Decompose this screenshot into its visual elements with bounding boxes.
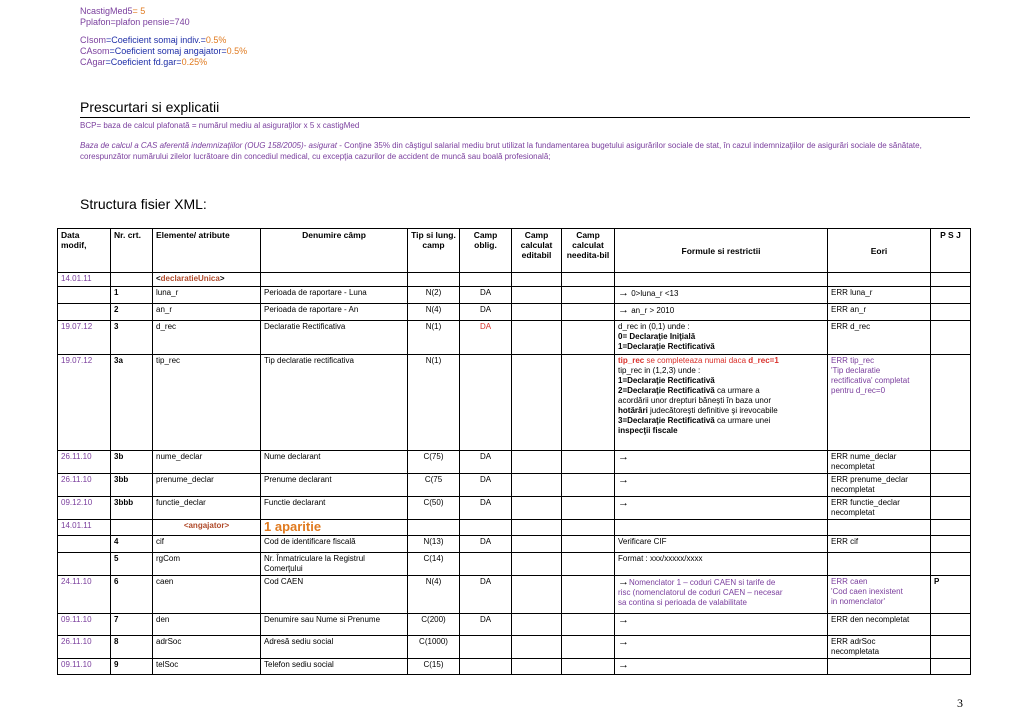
arrow-icon: →: [618, 636, 629, 648]
cell-elem: nume_declar: [153, 451, 261, 474]
cell-aparitie: 1 aparitie: [261, 520, 408, 536]
casom-key: CAsom: [80, 46, 110, 56]
casom-val: 0.5%: [226, 46, 248, 56]
cell-tip: C(75: [408, 474, 460, 497]
arrow-icon: →: [618, 451, 629, 463]
cell-elem: luna_r: [153, 287, 261, 304]
cell-oblig: DA: [460, 614, 512, 636]
cagar-text: =Coeficient fd.gar=: [105, 57, 182, 67]
cell-nr: 2: [111, 304, 153, 321]
table-row: [58, 659, 971, 675]
cell-err: ERR an_r: [828, 304, 931, 321]
table-row: [58, 474, 971, 497]
table-row: [58, 536, 971, 553]
cell-err: ERR cif: [828, 536, 931, 553]
pplafon-line: Pplafon=plafon pensie=740: [80, 17, 190, 27]
header-nr: Nr. crt.: [111, 229, 153, 273]
cell-den: Adresă sediu social: [261, 636, 408, 659]
header-denumire: Denumire câmp: [261, 229, 408, 273]
cell-nr: 3a: [111, 355, 153, 451]
cell-tip: N(1): [408, 355, 460, 451]
cell-den: Perioada de raportare - An: [261, 304, 408, 321]
cell-oblig: DA: [460, 451, 512, 474]
cagar-val: 0.25%: [181, 57, 208, 67]
cell-err: ERR luna_r: [828, 287, 931, 304]
header-elemente: Elemente/ atribute: [153, 229, 261, 273]
cell-elem: prenume_declar: [153, 474, 261, 497]
cell-formula: [615, 451, 828, 474]
page-number: 3: [957, 696, 963, 710]
cell-nr: 7: [111, 614, 153, 636]
cell-tip: N(2): [408, 287, 460, 304]
arrow-icon: →: [618, 474, 629, 486]
cell-oblig: DA: [460, 287, 512, 304]
cell-formula: Verificare CIF: [615, 536, 828, 553]
cell-err: ERR d_rec: [828, 321, 931, 355]
cell-elem: cif: [153, 536, 261, 553]
cell-den: Functie declarant: [261, 497, 408, 520]
cell-tip: C(50): [408, 497, 460, 520]
cell-err: ERR nume_declar necompletat: [828, 451, 931, 474]
cell-nr: 3: [111, 321, 153, 355]
arrow-icon: →: [618, 287, 629, 299]
cell-den: Cod CAEN: [261, 576, 408, 614]
ncastig-value: = 5: [132, 6, 146, 16]
arrow-icon: →: [618, 304, 629, 316]
cell-formula: [615, 474, 828, 497]
cell-tip: C(15): [408, 659, 460, 675]
cell-elem: tip_rec: [153, 355, 261, 451]
clsom-key: CIsom: [80, 35, 107, 45]
header-variables: [80, 6, 247, 68]
cell-nr: 3b: [111, 451, 153, 474]
header-camp-calc-edit: Camp calculat editabil: [512, 229, 562, 273]
cell-psj: P: [931, 576, 971, 614]
cell-err: ERR den necompletat: [828, 614, 931, 636]
cell-data: 26.11.10: [58, 636, 111, 659]
cell-elem: <angajator>: [153, 520, 261, 536]
cell-elem: d_rec: [153, 321, 261, 355]
table-row: [58, 497, 971, 520]
cell-nr: 5: [111, 553, 153, 576]
baza-definition: [80, 140, 970, 162]
cell-tip: N(13): [408, 536, 460, 553]
cell-nr: 8: [111, 636, 153, 659]
cell-den: Telefon sediu social: [261, 659, 408, 675]
header-camp-oblig: Camp oblig.: [460, 229, 512, 273]
header-psj: P S J: [931, 229, 971, 273]
cell-den: Cod de identificare fiscală: [261, 536, 408, 553]
cell-data: 09.11.10: [58, 659, 111, 675]
cell-formula: [615, 636, 828, 659]
cell-err: ERR prenume_declar necompletat: [828, 474, 931, 497]
cell-nr: 3bbb: [111, 497, 153, 520]
cell-formula: → 0>luna_r <13: [615, 287, 828, 304]
cell-den: Prenume declarant: [261, 474, 408, 497]
baza-rest: - Conţine 35% din câştigul salarial mediu brut utilizat la fundamentarea bugetului asigurărilor sociale de stat, în cazul indemnizaţiilor de asigurări sociale de sănătate, corespunzător numărului zilelor lucrătoare din concediul medical, cu excepţia cazurilor de accident de muncă sau boală profesională;: [80, 141, 922, 161]
table-row: [58, 451, 971, 474]
cell-tip: C(200): [408, 614, 460, 636]
header-erori: Eori: [828, 229, 931, 273]
cell-den: Declaratie Rectificativa: [261, 321, 408, 355]
clsom-val: 0.5%: [205, 35, 227, 45]
cell-elem: <declaratieUnica>: [153, 273, 261, 287]
cell-nr: 3bb: [111, 474, 153, 497]
cell-data: 14.01.11: [58, 273, 111, 287]
arrow-icon: →: [618, 659, 629, 671]
arrow-icon: →: [618, 614, 629, 626]
table-row: [58, 614, 971, 636]
arrow-icon: →: [618, 576, 629, 588]
bcp-definition: BCP= baza de calcul plafonată = numărul mediu al asiguraţilor x 5 x castigMed: [80, 121, 360, 130]
cell-formula: [615, 497, 828, 520]
table-row: [58, 321, 971, 355]
cell-data: 19.07.12: [58, 321, 111, 355]
cell-data: 09.12.10: [58, 497, 111, 520]
header-formule: Formule si restrictii: [615, 229, 828, 273]
cell-tip: C(75): [408, 451, 460, 474]
cell-den: Nr. Înmatriculare la Registrul Comerţului: [261, 553, 408, 576]
casom-text: =Coeficient somaj angajator=: [109, 46, 227, 56]
table-row: [58, 273, 971, 287]
cell-data: 19.07.12: [58, 355, 111, 451]
cell-nr: 9: [111, 659, 153, 675]
cell-elem: telSoc: [153, 659, 261, 675]
cell-oblig: DA: [460, 536, 512, 553]
cell-data: 26.11.10: [58, 451, 111, 474]
cell-err: ERR caen 'Cod caen inexistent in nomenclator': [828, 576, 931, 614]
table-row: [58, 576, 971, 614]
table-row: [58, 520, 971, 536]
cell-elem: caen: [153, 576, 261, 614]
structura-title: Structura fisier XML:: [80, 196, 207, 212]
baza-italic: Baza de calcul a CAS aferentă indemnizaţiilor (OUG 158/2005)- asigurat: [80, 141, 338, 150]
cell-tip: C(14): [408, 553, 460, 576]
cell-oblig: DA: [460, 497, 512, 520]
xml-structure-table: [57, 228, 971, 675]
cell-nr: 1: [111, 287, 153, 304]
cagar-key: CAgar: [80, 57, 106, 67]
cell-elem: adrSoc: [153, 636, 261, 659]
cell-elem: functie_declar: [153, 497, 261, 520]
cell-oblig: DA: [460, 321, 512, 355]
cell-tip: C(1000): [408, 636, 460, 659]
cell-data: 26.11.10: [58, 474, 111, 497]
table-header-row: [58, 229, 971, 273]
title-divider: [80, 117, 970, 118]
cell-formula: Format : xxx/xxxxx/xxxx: [615, 553, 828, 576]
ncastig-label: NcastigMed5: [80, 6, 133, 16]
cell-data: 14.01.11: [58, 520, 111, 536]
header-tip: Tip si lung. camp: [408, 229, 460, 273]
cell-formula: tip_rec se completeaza numai daca d_rec=1 tip_rec in (1,2,3) unde : 1=Declaraţie Rectificativă 2=Declaraţie Rectificativă ca urmare a acordării unor drepturi băneşti în baza unor hotărâri judecătoreşti definitive şi irevocabile 3=Declaraţie Rectificativă ca urmare unei inspecţii fiscale: [615, 355, 828, 451]
cell-tip: N(4): [408, 576, 460, 614]
header-camp-calc-needit: Camp calculat needita-bil: [562, 229, 615, 273]
table-row: [58, 355, 971, 451]
cell-elem: an_r: [153, 304, 261, 321]
cell-oblig: DA: [460, 304, 512, 321]
cell-oblig: DA: [460, 474, 512, 497]
header-data: Data modif,: [58, 229, 111, 273]
prescurtari-title: Prescurtari si explicatii: [80, 99, 220, 115]
cell-nr: 4: [111, 536, 153, 553]
table-row: [58, 304, 971, 321]
cell-data: 24.11.10: [58, 576, 111, 614]
arrow-icon: →: [618, 497, 629, 509]
cell-elem: den: [153, 614, 261, 636]
cell-err: ERR tip_rec 'Tip declaratie rectificativa' completat pentru d_rec=0: [828, 355, 931, 451]
cell-formula: d_rec in (0,1) unde : 0= Declaraţie Iniţială 1=Declaraţie Rectificativă: [615, 321, 828, 355]
cell-err: ERR functie_declar necompletat: [828, 497, 931, 520]
cell-den: Denumire sau Nume si Prenume: [261, 614, 408, 636]
cell-nr: 6: [111, 576, 153, 614]
cell-formula: → an_r > 2010: [615, 304, 828, 321]
cell-tip: N(1): [408, 321, 460, 355]
cell-den: Tip declaratie rectificativa: [261, 355, 408, 451]
cell-elem: rgCom: [153, 553, 261, 576]
cell-err: ERR adrSoc necompletata: [828, 636, 931, 659]
table-row: [58, 287, 971, 304]
cell-formula: [615, 659, 828, 675]
cell-den: Nume declarant: [261, 451, 408, 474]
cell-formula: →Nomenclator 1 – coduri CAEN si tarife de risc (nomenclatorul de coduri CAEN – necesar sa contina si perioada de valabilitate: [615, 576, 828, 614]
cell-formula: [615, 614, 828, 636]
cell-den: Perioada de raportare - Luna: [261, 287, 408, 304]
cell-tip: N(4): [408, 304, 460, 321]
cell-oblig: DA: [460, 576, 512, 614]
cell-data: 09.11.10: [58, 614, 111, 636]
clsom-text: =Coeficient somaj indiv.=: [106, 35, 206, 45]
table-row: [58, 636, 971, 659]
table-row: [58, 553, 971, 576]
